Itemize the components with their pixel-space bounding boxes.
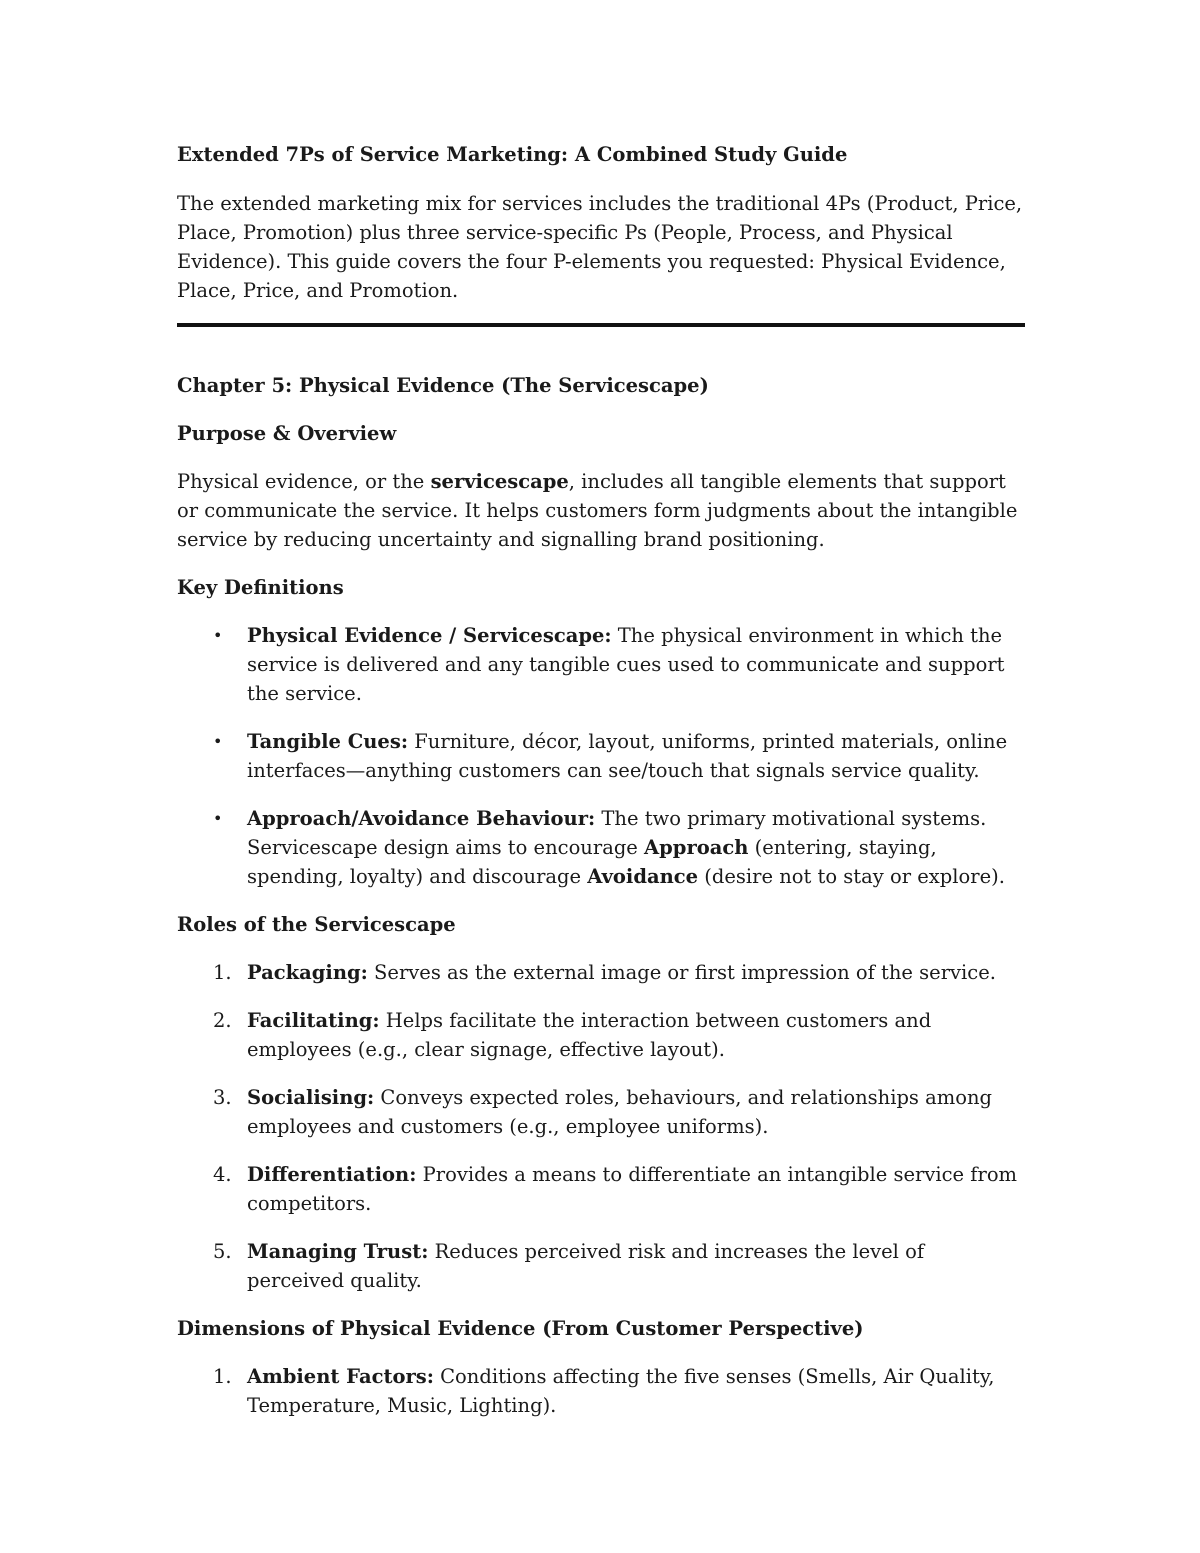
definition-bold: Avoidance bbox=[587, 865, 699, 888]
role-term: Packaging: bbox=[247, 961, 368, 984]
list-number: 4. bbox=[213, 1163, 232, 1186]
chapter-heading: Chapter 5: Physical Evidence (The Servicescape) bbox=[177, 374, 709, 397]
list-item bbox=[177, 804, 1025, 891]
list-number: 5. bbox=[213, 1240, 232, 1263]
roles-list bbox=[177, 958, 1025, 1295]
list-number: 1. bbox=[213, 961, 232, 984]
bullet-marker: • bbox=[213, 732, 223, 751]
list-item bbox=[177, 1006, 1025, 1064]
list-number: 2. bbox=[213, 1009, 232, 1032]
definition-text: (desire not to stay or explore). bbox=[698, 865, 1005, 888]
purpose-text-end: , includes all tangible elements that support or communicate the service. It helps customers form judgments about the intangible service by reducing uncertainty and signalling brand positioning. bbox=[177, 470, 1018, 551]
role-text: Helps facilitate the interaction between customers and employees (e.g., clear signage, effective layout). bbox=[247, 1009, 932, 1061]
purpose-bold-term: servicescape bbox=[430, 470, 569, 493]
definition-term: Approach/Avoidance Behaviour: bbox=[247, 807, 596, 830]
list-item bbox=[177, 1083, 1025, 1141]
role-text: Reduces perceived risk and increases the level of perceived quality. bbox=[247, 1240, 925, 1292]
role-text: Serves as the external image or first impression of the service. bbox=[367, 961, 996, 984]
list-number: 1. bbox=[213, 1365, 232, 1388]
definition-text: The physical environment in which the service is delivered and any tangible cues used to communicate and support the service. bbox=[247, 624, 1005, 705]
role-term: Differentiation: bbox=[247, 1163, 417, 1186]
list-item bbox=[177, 958, 1025, 987]
definition-term: Tangible Cues: bbox=[247, 730, 409, 753]
bullet-marker: • bbox=[213, 626, 223, 645]
dimension-term: Ambient Factors: bbox=[247, 1365, 434, 1388]
dimensions-list bbox=[177, 1362, 1025, 1420]
dimension-text: Conditions affecting the five senses (Smells, Air Quality, Temperature, Music, Lighting). bbox=[247, 1365, 995, 1417]
definition-term: Physical Evidence / Servicescape: bbox=[247, 624, 612, 647]
purpose-paragraph bbox=[177, 467, 1025, 554]
definition-text: Furniture, décor, layout, uniforms, printed materials, online interfaces—anything customers can see/touch that signals service quality. bbox=[247, 730, 1008, 782]
document-page bbox=[177, 140, 1025, 1439]
role-term: Managing Trust: bbox=[247, 1240, 429, 1263]
definition-text: The two primary motivational systems. Servicescape design aims to encourage bbox=[247, 807, 987, 859]
definition-text: (entering, staying, spending, loyalty) and discourage bbox=[247, 836, 937, 888]
horizontal-rule bbox=[177, 323, 1025, 327]
list-item bbox=[177, 1362, 1025, 1420]
definition-bold: Approach bbox=[644, 836, 749, 859]
list-item bbox=[177, 727, 1025, 785]
roles-heading: Roles of the Servicescape bbox=[177, 913, 456, 936]
list-item bbox=[177, 1237, 1025, 1295]
list-number: 3. bbox=[213, 1086, 232, 1109]
definitions-list bbox=[177, 621, 1025, 891]
intro-paragraph: The extended marketing mix for services includes the traditional 4Ps (Product, Price, Place, Promotion) plus three service-specific Ps (People, Process, and Physical Evidence). This guide covers the four P-elements you requested: Physical Evidence, Place, Price, and Promotion. bbox=[177, 192, 1023, 302]
role-text: Conveys expected roles, behaviours, and relationships among employees and customers (e.g., employee uniforms). bbox=[247, 1086, 993, 1138]
purpose-heading: Purpose & Overview bbox=[177, 422, 397, 445]
role-text: Provides a means to differentiate an intangible service from competitors. bbox=[247, 1163, 1018, 1215]
bullet-marker: • bbox=[213, 809, 223, 828]
definitions-heading: Key Definitions bbox=[177, 576, 344, 599]
document-title: Extended 7Ps of Service Marketing: A Combined Study Guide bbox=[177, 143, 848, 166]
role-term: Facilitating: bbox=[247, 1009, 380, 1032]
dimensions-heading: Dimensions of Physical Evidence (From Customer Perspective) bbox=[177, 1317, 864, 1340]
role-term: Socialising: bbox=[247, 1086, 375, 1109]
purpose-text-start: Physical evidence, or the bbox=[177, 470, 431, 493]
list-item bbox=[177, 1160, 1025, 1218]
list-item bbox=[177, 621, 1025, 708]
